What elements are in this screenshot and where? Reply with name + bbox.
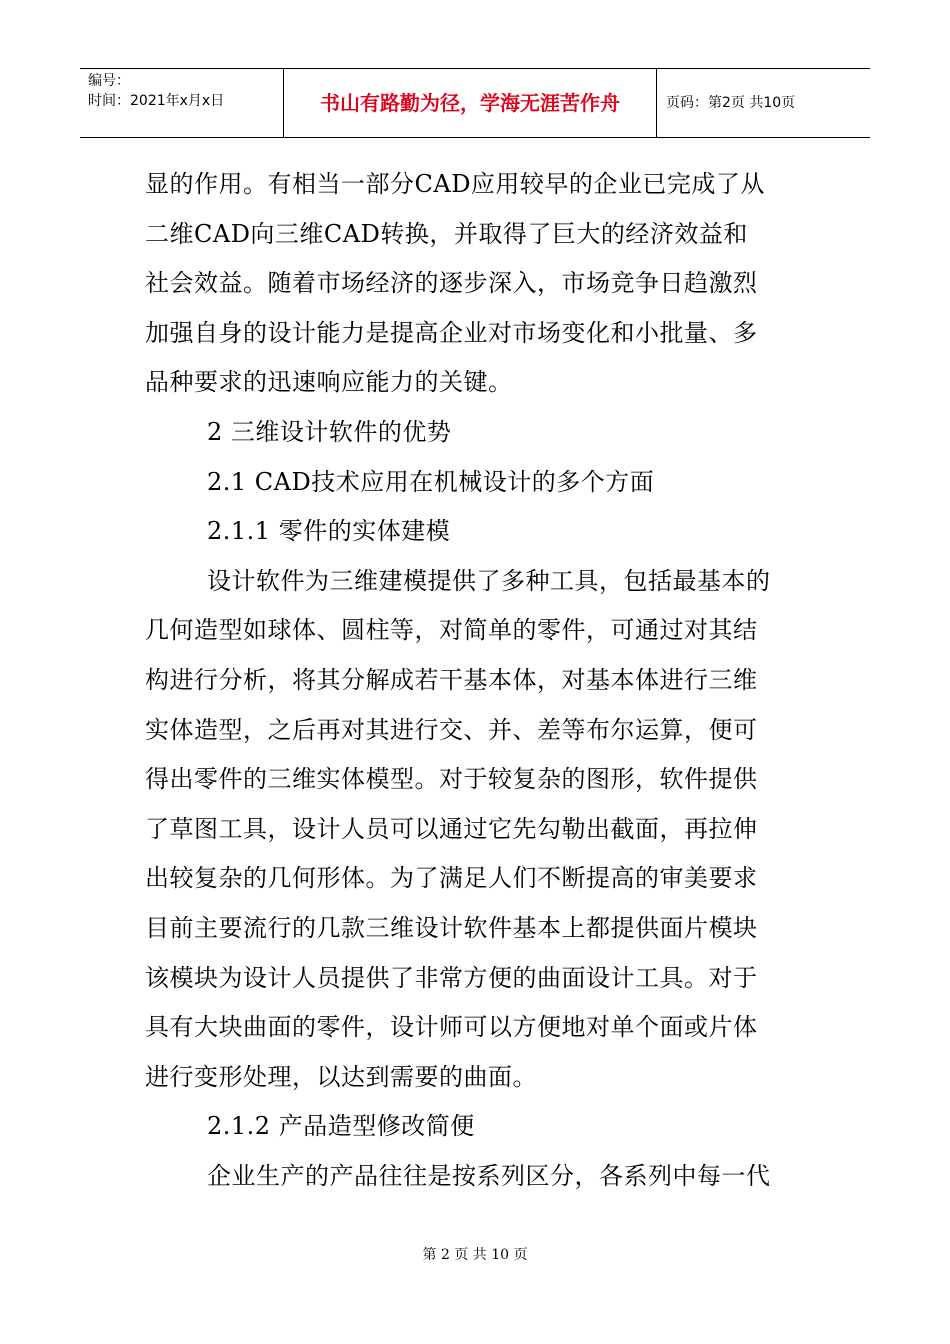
subsection-heading: 2.1 CAD技术应用在机械设计的多个方面: [207, 467, 655, 496]
paragraph-line: 目前主要流行的几款三维设计软件基本上都提供面片模块: [145, 913, 758, 942]
paragraph-line: 了草图工具，设计人员可以通过它先勾勒出截面，再拉伸: [145, 814, 758, 843]
header-meta-cell: [80, 69, 280, 137]
paragraph-line: 实体造型，之后再对其进行交、并、差等布尔运算，便可: [145, 715, 758, 744]
header-page-info: 页码：第2页 共10页: [666, 95, 796, 111]
paragraph-line: 几何造型如球体、圆柱等，对简单的零件，可通过对其结: [145, 616, 758, 645]
paragraph-line: 加强自身的设计能力是提高企业对市场变化和小批量、多: [145, 318, 758, 347]
paragraph-line: 得出零件的三维实体模型。对于较复杂的图形，软件提供: [145, 765, 758, 794]
header-motto: 书山有路勤为径，学海无涯苦作舟: [320, 91, 620, 115]
document-body: [145, 160, 810, 1201]
paragraph-line: 具有大块曲面的零件，设计师可以方便地对单个面或片体: [145, 1013, 758, 1042]
page-footer: 第 2 页 共 10 页: [422, 1247, 528, 1263]
header-motto-cell: [283, 69, 657, 137]
section-heading: 2 三维设计软件的优势: [207, 417, 452, 446]
paragraph-line: 该模块为设计人员提供了非常方便的曲面设计工具。对于: [145, 963, 758, 992]
subsubsection-heading: 2.1.2 产品造型修改简便: [207, 1112, 475, 1141]
document-number-label: 编号：: [88, 73, 130, 89]
paragraph-line: 社会效益。随着市场经济的逐步深入，市场竞争日趋激烈: [145, 269, 758, 298]
paragraph-line: 企业生产的产品往往是按系列区分，各系列中每一代: [207, 1161, 771, 1190]
paragraph-line: 设计软件为三维建模提供了多种工具，包括最基本的: [207, 566, 771, 595]
paragraph-line: 构进行分析，将其分解成若干基本体，对基本体进行三维: [145, 665, 758, 694]
document-header: [80, 68, 870, 138]
paragraph-line: 出较复杂的几何形体。为了满足人们不断提高的审美要求: [145, 864, 758, 893]
paragraph-line: 显的作用。有相当一部分CAD应用较早的企业已完成了从: [145, 170, 765, 198]
subsubsection-heading: 2.1.1 零件的实体建模: [207, 517, 451, 546]
document-time-label: 时间：2021年x月x日: [88, 93, 225, 109]
paragraph-line: 品种要求的迅速响应能力的关键。: [145, 368, 513, 397]
paragraph-line: 进行变形处理，以达到需要的曲面。: [145, 1062, 537, 1091]
paragraph-line: 二维CAD向三维CAD转换，并取得了巨大的经济效益和: [145, 219, 748, 248]
header-page-cell: [656, 69, 870, 137]
